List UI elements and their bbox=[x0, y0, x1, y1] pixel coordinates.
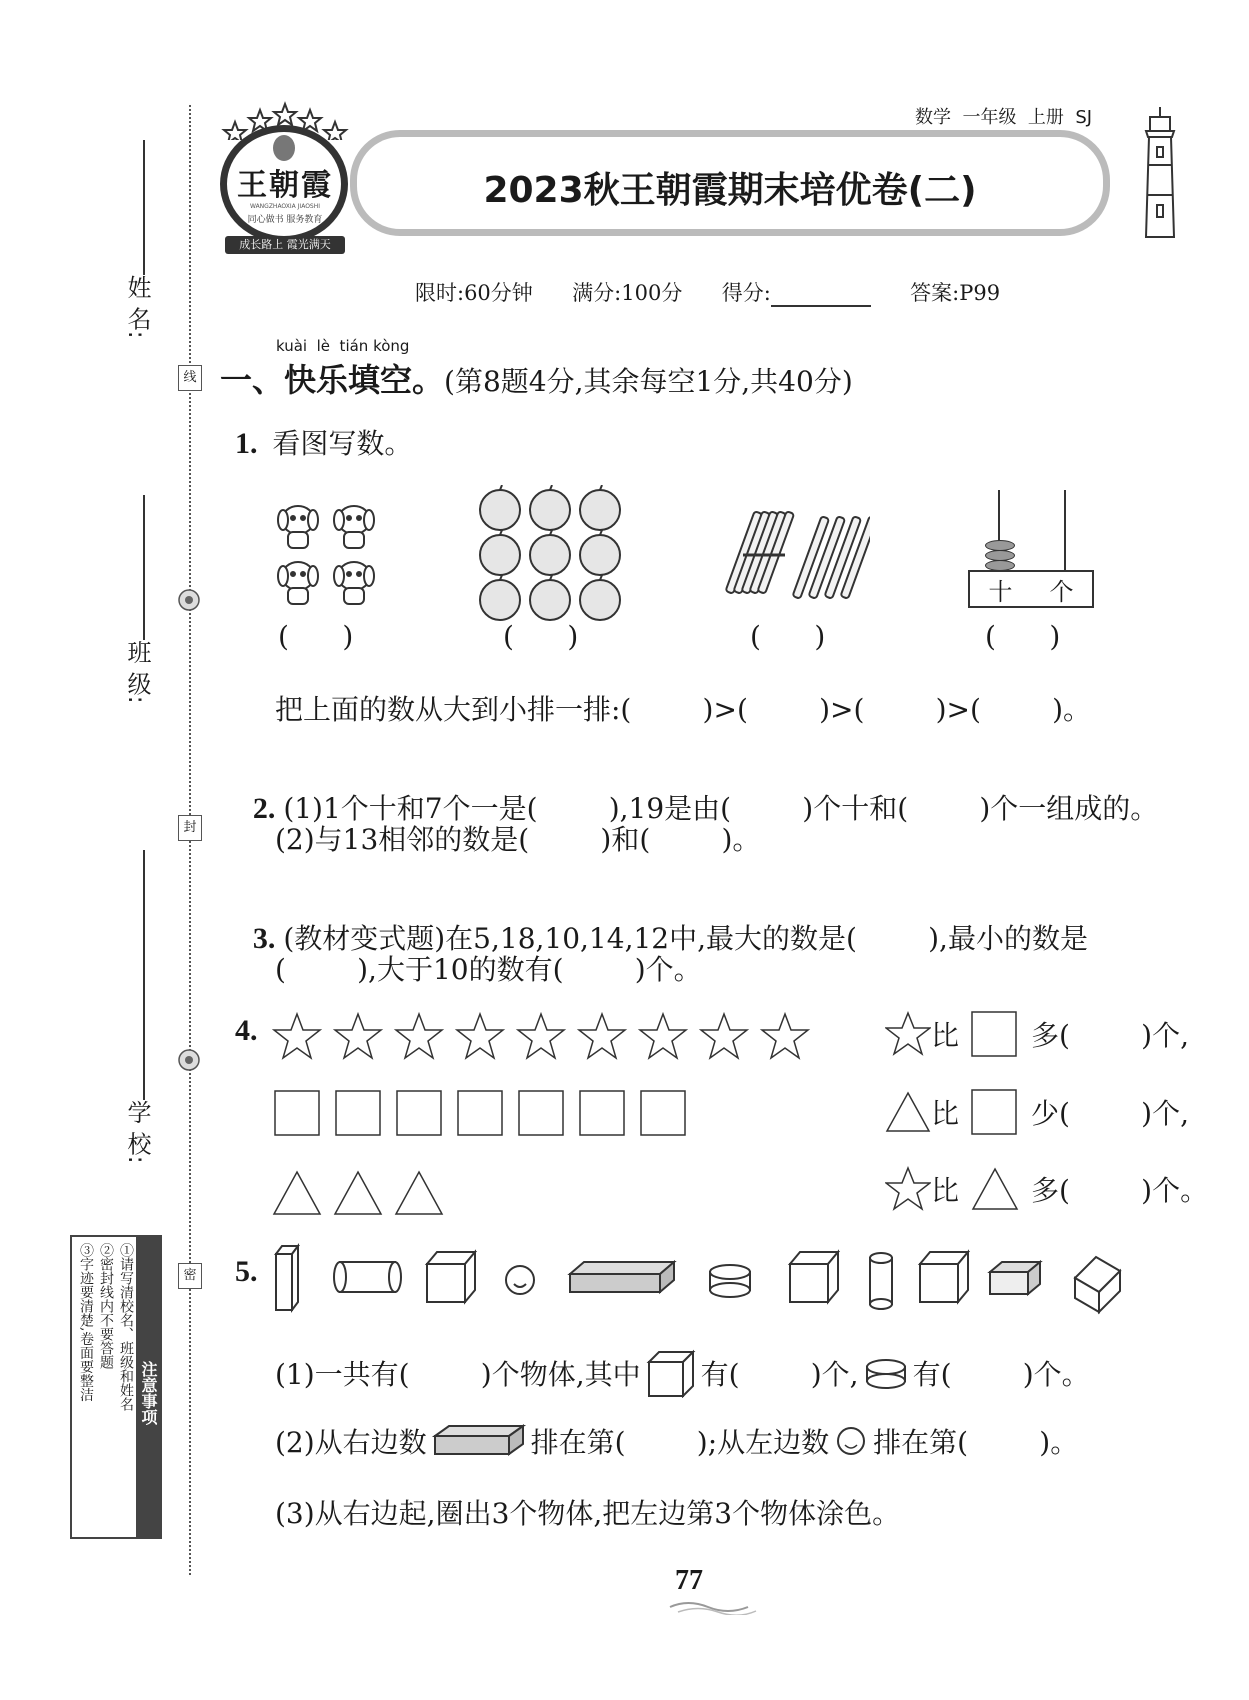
cube-icon bbox=[920, 1252, 968, 1302]
notice-title: 注意事项 bbox=[136, 1237, 160, 1537]
star-icon bbox=[762, 1014, 808, 1058]
section-pinyin: kuài lè tián kòng bbox=[276, 337, 410, 355]
star-icon bbox=[885, 1166, 931, 1212]
q4-compare-3[interactable] bbox=[885, 1165, 1208, 1213]
star-icon bbox=[640, 1014, 686, 1058]
q5-text1a[interactable]: (1)一共有( )个物体,其中 bbox=[275, 1358, 641, 1391]
square-icon bbox=[397, 1091, 441, 1135]
compare-word: 比 bbox=[931, 1174, 960, 1207]
cylinder-tall-icon bbox=[870, 1253, 892, 1309]
cylinder-short-icon bbox=[710, 1265, 750, 1297]
full-score: 满分:100分 bbox=[572, 281, 683, 305]
compare-word: 比 bbox=[931, 1019, 960, 1052]
wave-decoration-icon bbox=[668, 1597, 758, 1615]
time-limit: 限时:60分钟 bbox=[415, 281, 533, 305]
triangle-icon bbox=[335, 1172, 381, 1214]
apple-icon bbox=[530, 575, 570, 620]
star-icon bbox=[701, 1014, 747, 1058]
school-label: 学 校: bbox=[123, 1100, 151, 1164]
q2-number: 2. bbox=[252, 792, 276, 825]
q2-text1[interactable]: (1)1个十和7个一是( ),19是由( )个十和( )个一组成的。 bbox=[283, 792, 1159, 825]
class-field[interactable] bbox=[143, 495, 145, 640]
ball-icon bbox=[833, 1423, 869, 1459]
triangle-icon bbox=[396, 1172, 442, 1214]
apple-icon bbox=[530, 530, 570, 575]
dogs-picture bbox=[270, 498, 385, 613]
marker-feng: 封 bbox=[178, 815, 202, 841]
apple-icon bbox=[480, 530, 520, 575]
notice-box bbox=[70, 1235, 162, 1539]
name-label: 姓 名: bbox=[123, 275, 151, 339]
logo-portrait bbox=[273, 135, 295, 161]
square-icon bbox=[458, 1091, 502, 1135]
notice-item: ③字迹要清楚,卷面要整洁 bbox=[78, 1243, 94, 1402]
class-label: 班 级: bbox=[123, 640, 151, 704]
q1-number: 1. bbox=[235, 427, 258, 460]
score-label: 得分: bbox=[721, 281, 771, 305]
square-icon bbox=[969, 1088, 1021, 1136]
abacus-label-tens: 十 bbox=[988, 577, 1013, 606]
star-icon bbox=[579, 1014, 625, 1058]
seal-icon-bottom bbox=[177, 1048, 201, 1072]
q5-text1b[interactable]: 有( )个, bbox=[700, 1358, 859, 1391]
q3-number: 3. bbox=[252, 922, 276, 955]
dog-icon bbox=[334, 506, 374, 548]
square-icon bbox=[519, 1091, 563, 1135]
info-bar bbox=[415, 277, 1000, 307]
q5-text1c[interactable]: 有( )个。 bbox=[912, 1358, 1090, 1391]
q3-line2[interactable]: ( ),大于10的数有( )个。 bbox=[275, 953, 702, 986]
dog-icon bbox=[278, 506, 318, 548]
q1-blank[interactable]: ( ) bbox=[750, 620, 826, 653]
cylinder-lying-icon bbox=[334, 1262, 401, 1292]
square-icon bbox=[336, 1091, 380, 1135]
notice-item: ②密封线内不要答题 bbox=[98, 1243, 114, 1369]
square-icon bbox=[641, 1091, 685, 1135]
q4-number-wrap bbox=[235, 1014, 258, 1048]
q5-text2b[interactable]: 排在第( );从左边数 bbox=[530, 1426, 830, 1459]
star-icon bbox=[518, 1014, 564, 1058]
score-field[interactable] bbox=[771, 283, 871, 307]
apple-icon bbox=[580, 530, 620, 575]
compare-tail[interactable]: 多( )个, bbox=[1031, 1019, 1189, 1052]
square-icon bbox=[275, 1091, 319, 1135]
q5-text2a[interactable]: (2)从右边数 bbox=[275, 1426, 427, 1459]
triangle-icon bbox=[274, 1172, 320, 1214]
loose-sticks-icon bbox=[793, 516, 870, 599]
subject-line: 数学 一年级 上册 SJ bbox=[915, 107, 1093, 128]
dog-icon bbox=[334, 562, 374, 604]
compare-word: 比 bbox=[931, 1097, 960, 1130]
brand-latin: WANGZHAOXIA JIAOSHI bbox=[249, 203, 321, 210]
q5-objects-row bbox=[270, 1240, 1130, 1320]
q4-stars-row bbox=[272, 1012, 832, 1064]
abacus bbox=[968, 490, 1098, 615]
q5-text2c[interactable]: 排在第( )。 bbox=[873, 1426, 1079, 1459]
q4-compare-2[interactable] bbox=[885, 1088, 1189, 1136]
brand-motto: 同心做书 服务教育 bbox=[247, 215, 323, 225]
ball-icon bbox=[506, 1266, 534, 1294]
square-icon bbox=[580, 1091, 624, 1135]
q2-line1[interactable] bbox=[235, 754, 1158, 827]
q5-line1[interactable] bbox=[275, 1348, 1090, 1398]
q4-number: 4. bbox=[235, 1014, 258, 1047]
small-cuboid-icon bbox=[990, 1262, 1040, 1294]
star-icon bbox=[457, 1014, 503, 1058]
q1-blank[interactable]: ( ) bbox=[985, 620, 1061, 653]
dog-icon bbox=[278, 562, 318, 604]
section-score-note: (第8题4分,其余每空1分,共40分) bbox=[444, 365, 853, 398]
triangle-icon bbox=[885, 1089, 931, 1135]
page-number: 77 bbox=[675, 1565, 703, 1596]
star-icon bbox=[335, 1014, 381, 1058]
compare-tail[interactable]: 多( )个。 bbox=[1031, 1174, 1209, 1207]
abacus-rod-ones bbox=[1064, 490, 1066, 570]
cube-icon bbox=[645, 1348, 697, 1398]
sticks-picture bbox=[725, 505, 870, 605]
q5-number-wrap bbox=[235, 1255, 258, 1289]
tilted-cube-icon bbox=[1075, 1257, 1120, 1312]
q1-text bbox=[235, 422, 412, 462]
q4-squares-row bbox=[272, 1088, 712, 1138]
q1-blank[interactable]: ( ) bbox=[503, 620, 579, 653]
apple-icon bbox=[480, 485, 520, 530]
star-icon bbox=[885, 1011, 931, 1057]
brand-slogan: 成长路上 霞光满天 bbox=[225, 236, 345, 254]
q1-order-line[interactable]: 把上面的数从大到小排一排:( )>( )>( )>( )。 bbox=[275, 693, 1092, 726]
brand-logo bbox=[215, 100, 355, 260]
q3-text1[interactable]: (教材变式题)在5,18,10,14,12中,最大的数是( ),最小的数是 bbox=[283, 922, 1088, 955]
apples-picture bbox=[478, 485, 628, 625]
flat-cuboid-icon bbox=[431, 1420, 527, 1462]
name-field[interactable] bbox=[143, 140, 145, 275]
abacus-label-ones: 个 bbox=[1049, 577, 1074, 606]
apple-icon bbox=[530, 485, 570, 530]
lighthouse-icon bbox=[1130, 105, 1190, 245]
cylinder-short-icon bbox=[863, 1355, 909, 1391]
q2-line2[interactable]: (2)与13相邻的数是( )和( )。 bbox=[275, 823, 761, 856]
stick-bundle-icon bbox=[726, 511, 795, 594]
q1-prompt: 看图写数。 bbox=[272, 427, 413, 460]
cube-icon bbox=[427, 1252, 475, 1302]
apple-icon bbox=[480, 575, 520, 620]
star-icon bbox=[274, 1014, 320, 1058]
triangle-icon bbox=[969, 1165, 1021, 1213]
star-icon bbox=[396, 1014, 442, 1058]
apple-icon bbox=[580, 575, 620, 620]
q3-line1[interactable] bbox=[235, 884, 1088, 957]
seal-icon-top bbox=[177, 588, 201, 612]
flat-cuboid-icon bbox=[570, 1262, 674, 1292]
abacus-base bbox=[968, 570, 1094, 608]
q1-blank[interactable]: ( ) bbox=[278, 620, 354, 653]
q5-line2[interactable] bbox=[275, 1420, 1078, 1462]
cube-icon bbox=[790, 1252, 838, 1302]
page-title: 2023秋王朝霞期末培优卷(二) bbox=[483, 170, 977, 211]
notice-item: ①请写清校名、班级和姓名 bbox=[118, 1243, 134, 1411]
marker-xian: 线 bbox=[178, 365, 202, 391]
apple-icon bbox=[580, 485, 620, 530]
marker-mi: 密 bbox=[178, 1263, 202, 1289]
q5-line3: (3)从右边起,圈出3个物体,把左边第3个物体涂色。 bbox=[275, 1497, 901, 1530]
answer-ref: 答案:P99 bbox=[910, 281, 1001, 305]
school-field[interactable] bbox=[143, 850, 145, 1100]
q5-number: 5. bbox=[235, 1255, 258, 1288]
q4-compare-1[interactable] bbox=[885, 1010, 1189, 1058]
tall-cuboid-icon bbox=[276, 1246, 298, 1310]
q4-triangles-row bbox=[272, 1168, 472, 1218]
section-heading bbox=[220, 355, 853, 401]
section-title: 一、快乐填空。 bbox=[220, 361, 445, 399]
square-icon bbox=[969, 1010, 1021, 1058]
brand-name: 王朝霞 bbox=[237, 168, 333, 203]
compare-tail[interactable]: 少( )个, bbox=[1031, 1097, 1189, 1130]
